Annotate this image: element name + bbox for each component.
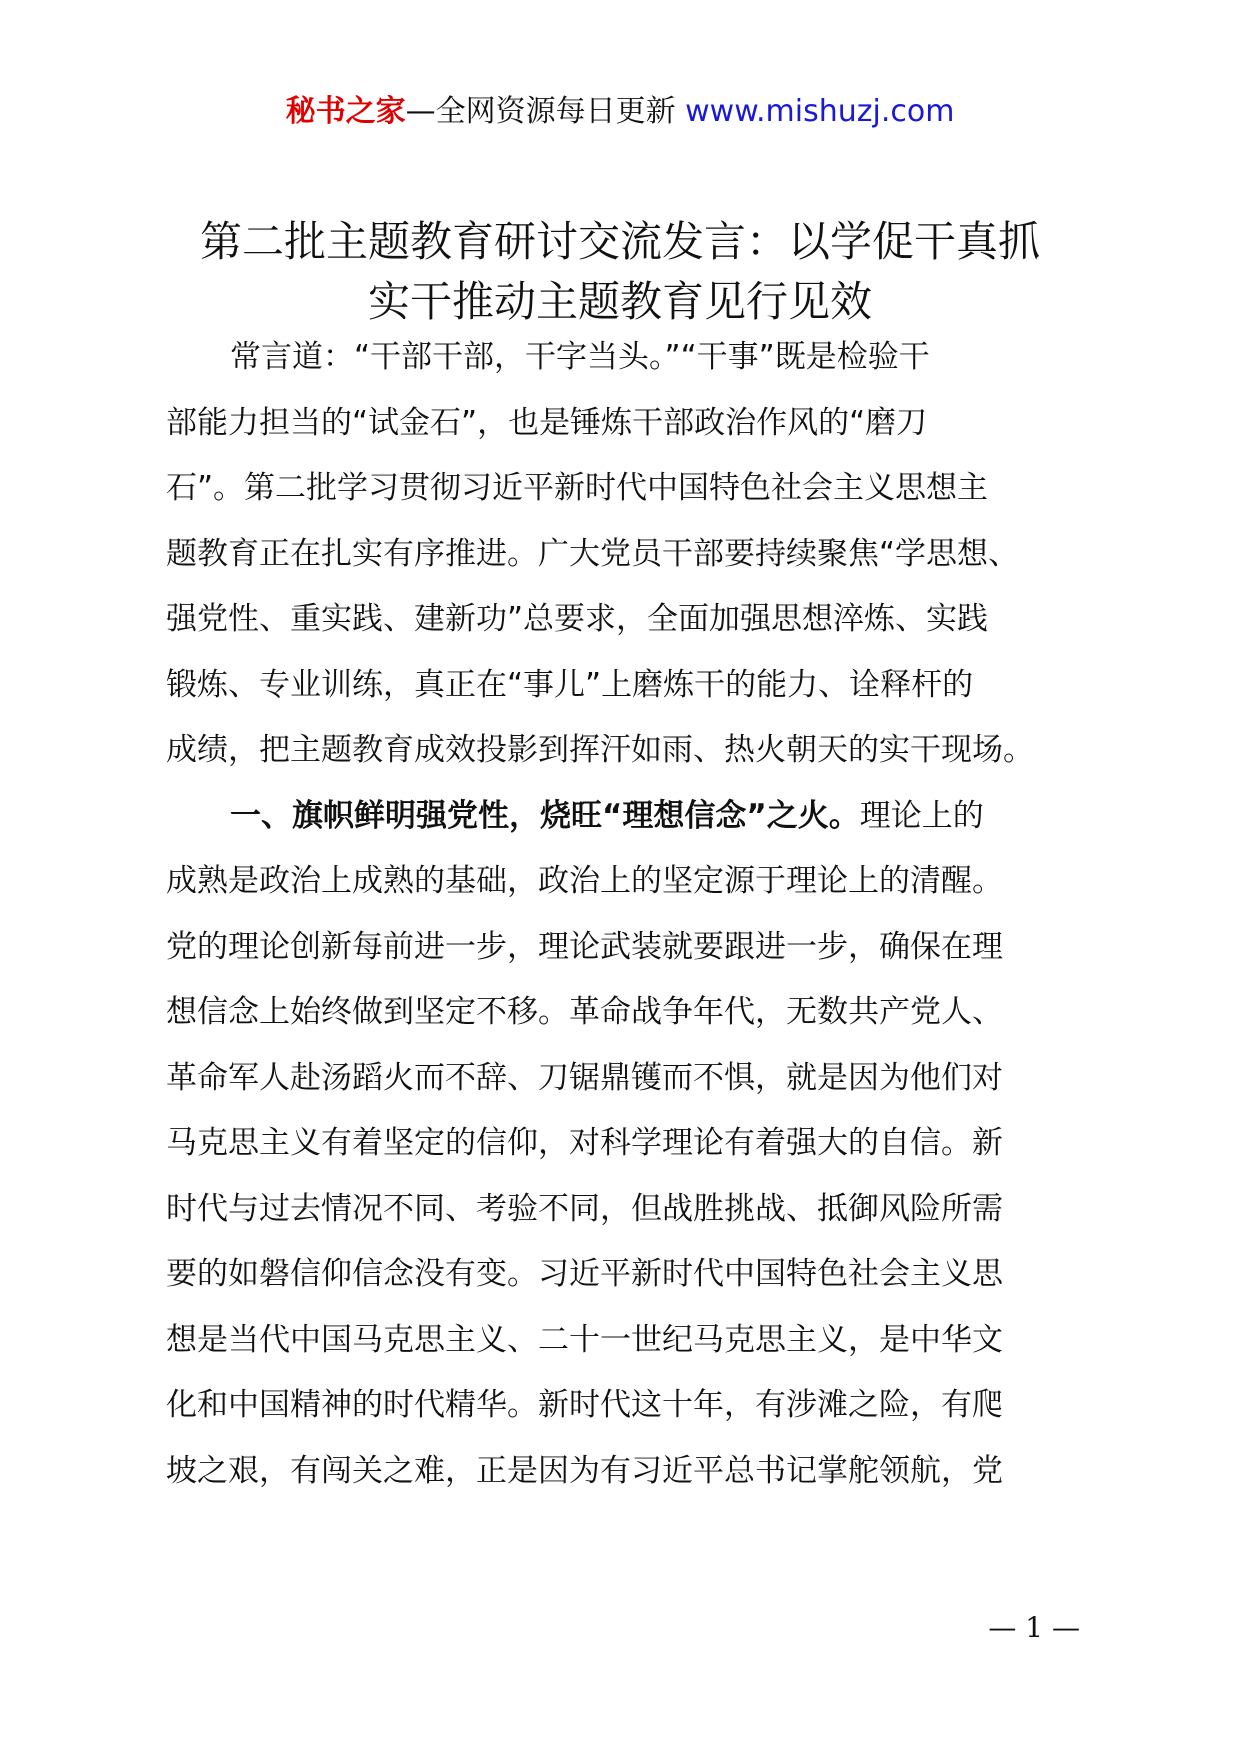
body-line: 党的理论创新每前进一步，理论武装就要跟进一步，确保在理	[166, 928, 1003, 965]
body-text-run: 理论上的	[859, 797, 984, 834]
body-line: 题教育正在扎实有序推进。广大党员干部要持续聚焦“学思想、	[166, 535, 1020, 572]
body-line: 成熟是政治上成熟的基础，政治上的坚定源于理论上的清醒。	[166, 863, 1003, 899]
title-line-2: 实干推动主题教育见行见效	[367, 277, 872, 326]
body-line: 常言道：“干部干部，干字当头。”“干事”既是检验干	[230, 339, 930, 375]
body-line: 坡之艰，有闯关之难，正是因为有习近平总书记掌舵领航，党	[166, 1452, 1003, 1489]
page-number: — 1 —	[988, 1611, 1080, 1644]
body-line: 部能力担当的“试金石”，也是锤炼干部政治作风的“磨刀	[166, 404, 928, 441]
site-url-link[interactable]: www.mishuzj.com	[685, 94, 955, 129]
body-line: 成绩，把主题教育成效投影到挥汗如雨、热火朝天的实干现场。	[166, 732, 1034, 768]
body-line: 要的如磐信仰信念没有变。习近平新时代中国特色社会主义思	[166, 1256, 1003, 1292]
section-heading-line	[166, 784, 1076, 850]
site-header	[0, 92, 1240, 132]
document-title	[150, 212, 1090, 332]
body-line: 化和中国精神的时代精华。新时代这十年，有涉滩之险，有爬	[166, 1387, 1003, 1423]
body-line: 想信念上始终做到坚定不移。革命战争年代，无数共产党人、	[166, 994, 1003, 1030]
site-tagline: —全网资源每日更新	[405, 94, 676, 129]
body-line: 马克思主义有着坚定的信仰，对科学理论有着强大的自信。新	[166, 1125, 1003, 1161]
body-line: 想是当代中国马克思主义、二十一世纪马克思主义，是中华文	[166, 1321, 1003, 1358]
section-heading: 一、旗帜鲜明强党性，烧旺“理想信念”之火。	[230, 797, 860, 834]
body-line: 锻炼、专业训练，真正在“事儿”上磨炼干的能力、诠释杆的	[166, 666, 974, 703]
body-line: 强党性、重实践、建新功”总要求，全面加强思想淬炼、实践	[166, 601, 989, 637]
body-line: 石”。第二批学习贯彻习近平新时代中国特色社会主义思想主	[166, 470, 989, 506]
title-line-1: 第二批主题教育研讨交流发言：以学促干真抓	[199, 217, 1040, 266]
document-body	[166, 325, 1076, 1504]
site-brand: 秘书之家	[285, 94, 406, 129]
body-line: 革命军人赴汤蹈火而不辞、刀锯鼎镬而不惧，就是因为他们对	[166, 1059, 1003, 1096]
body-line: 时代与过去情况不同、考验不同，但战胜挑战、抵御风险所需	[166, 1190, 1003, 1227]
